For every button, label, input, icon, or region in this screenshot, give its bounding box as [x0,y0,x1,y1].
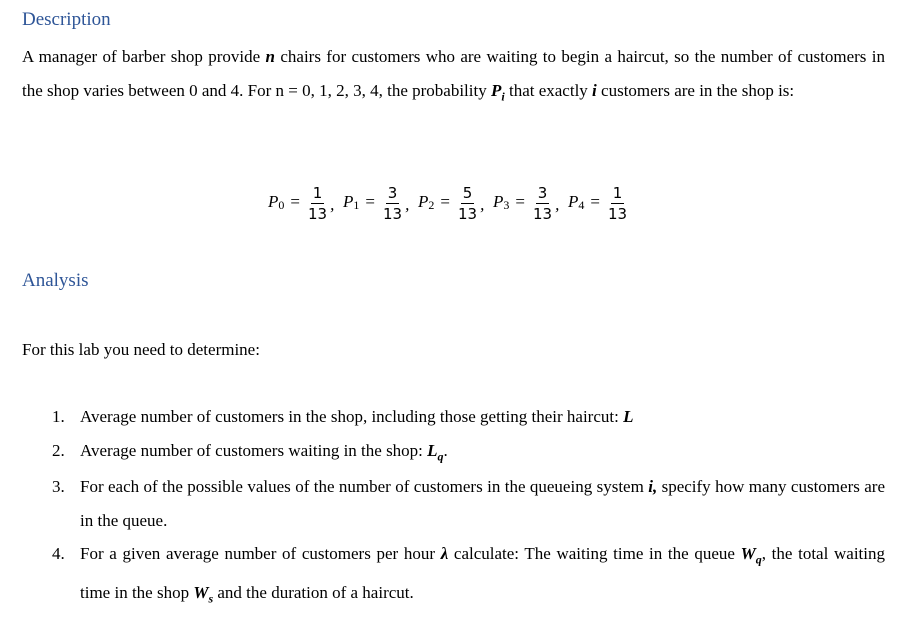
list-item-text: For a given average number of customers per hour λ calculate: The waiting time in the queue $W_q$, the total waiting time in the shop $W_s$ and the duration of a haircut. [80,544,885,606]
description-paragraph [22,40,885,113]
var-n: n [265,47,276,66]
list-item-text: Average number of customers in the shop, including those getting their haircut: L [80,407,634,426]
description-text-2: chairs for customers who are waiting to begin a haircut, so the number of customers in the shop varies between 0 and 4. For n = 0, 1, 2, 3, 4, the probability [22,47,885,100]
fraction: $\frac{5}{13}$ [457,183,478,223]
fraction: $\frac{3}{13}$ [532,183,553,223]
analysis-heading: Analysis [22,270,89,291]
formula-term-p0: $P_0$ = $\frac{1}{13}$ , [268,183,335,223]
formula-term-p4: $P_4$ = $\frac{1}{13}$ [568,183,628,223]
probability-formula [0,176,907,230]
description-text-1: A manager of barber shop provide [22,47,266,66]
description-heading: Description [22,9,111,30]
description-text-3: that exactly [504,81,593,100]
list-item-text: For each of the possible values of the number of customers in the queueing system i, specify how many customers are in the queue. [80,477,885,530]
list-item-number: 1. [52,407,65,426]
analysis-intro: For this lab you need to determine: [22,340,260,359]
formula-term-p1: $P_1$ = $\frac{3}{13}$ , [343,183,410,223]
list-item-text: Average number of customers waiting in the shop: $L_q$. [80,441,448,464]
fraction: $\frac{1}{13}$ [307,183,328,223]
fraction: $\frac{1}{13}$ [607,183,628,223]
var-p-i: $P_i$ [490,81,505,104]
var-i: i [592,81,597,100]
formula-term-p2: $P_2$ = $\frac{5}{13}$ , [418,183,485,223]
description-text-4: customers are in the shop is: [596,81,795,100]
list-item-number: 3. [52,477,65,496]
fraction: $\frac{3}{13}$ [382,183,403,223]
formula-term-p3: $P_3$ = $\frac{3}{13}$ , [493,183,560,223]
list-item-number: 2. [52,441,65,460]
list-item-number: 4. [52,544,65,563]
